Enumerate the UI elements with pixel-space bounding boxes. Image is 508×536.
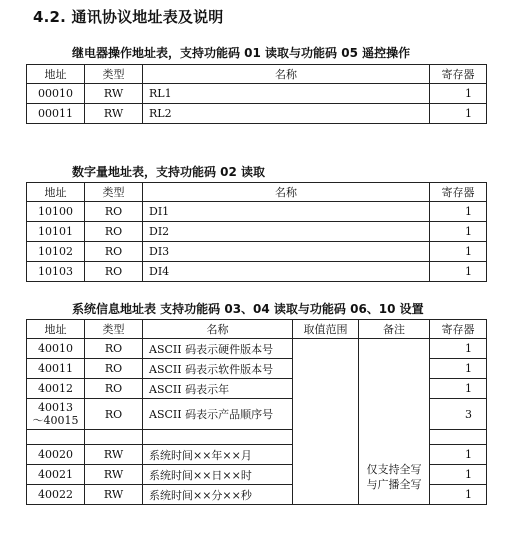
cell-address: 10102: [27, 242, 85, 262]
cell-note: [359, 339, 430, 505]
address-end: ～40015: [32, 414, 79, 427]
table2-caption: 数字量地址表，支持功能码 02 读取: [72, 165, 266, 179]
table-header-row: [27, 65, 487, 84]
cell-range-empty: [293, 339, 359, 505]
col-header-name: 名称: [143, 183, 430, 202]
table-row: [27, 84, 487, 104]
cell-name: DI3: [143, 242, 430, 262]
table-row: [27, 222, 487, 242]
cell-name: ASCII 码表示软件版本号: [143, 359, 293, 379]
col-header-name: 名称: [143, 65, 430, 84]
col-header-range: 取值范围: [293, 320, 359, 339]
note-line-1: 仅支持全写: [366, 463, 422, 476]
col-header-address: 地址: [27, 65, 85, 84]
cell-address: 00011: [27, 104, 85, 124]
table-row: [27, 202, 487, 222]
cell-empty: [27, 430, 85, 445]
cell-register: 1: [430, 262, 487, 282]
cell-type: RW: [85, 84, 143, 104]
cell-name: 系统时间××年××月: [143, 445, 293, 465]
cell-register: 1: [430, 465, 487, 485]
col-header-type: 类型: [85, 183, 143, 202]
cell-empty: [85, 430, 143, 445]
table-row: [27, 242, 487, 262]
cell-address: 10103: [27, 262, 85, 282]
cell-address: 40010: [27, 339, 85, 359]
relay-address-table: [26, 64, 487, 124]
cell-register: 1: [430, 339, 487, 359]
col-header-name: 名称: [143, 320, 293, 339]
cell-name: DI2: [143, 222, 430, 242]
cell-type: RW: [85, 104, 143, 124]
section-title: 4.2. 通讯协议地址表及说明: [33, 8, 224, 26]
cell-address: 40012: [27, 379, 85, 399]
table1-caption: 继电器操作地址表，支持功能码 01 读取与功能码 05 遥控操作: [72, 46, 411, 60]
cell-register: 1: [430, 104, 487, 124]
cell-register: 3: [430, 399, 487, 430]
col-header-note: 备注: [359, 320, 430, 339]
cell-type: RO: [85, 339, 143, 359]
table-row: [27, 339, 487, 359]
note-line-2: 与广播全写: [366, 478, 422, 491]
digital-address-table: [26, 182, 487, 282]
cell-type: RO: [85, 359, 143, 379]
cell-register: 1: [430, 379, 487, 399]
cell-name: DI1: [143, 202, 430, 222]
cell-name: ASCII 码表示硬件版本号: [143, 339, 293, 359]
cell-register: 1: [430, 242, 487, 262]
cell-type: RO: [85, 202, 143, 222]
cell-type: RO: [85, 222, 143, 242]
cell-address: 00010: [27, 84, 85, 104]
cell-type: RO: [85, 379, 143, 399]
col-header-register: 寄存器: [430, 183, 487, 202]
cell-empty: [143, 430, 293, 445]
system-info-address-table: [26, 319, 487, 505]
cell-type: RW: [85, 465, 143, 485]
cell-name: 系统时间××日××时: [143, 465, 293, 485]
col-header-type: 类型: [85, 65, 143, 84]
table3-caption: 系统信息地址表 支持功能码 03、04 读取与功能码 06、10 设置: [72, 302, 424, 316]
table-row: [27, 262, 487, 282]
cell-address: 40020: [27, 445, 85, 465]
cell-type: RW: [85, 445, 143, 465]
cell-name: DI4: [143, 262, 430, 282]
cell-name: ASCII 码表示产品顺序号: [143, 399, 293, 430]
table-header-row: [27, 183, 487, 202]
col-header-register: 寄存器: [430, 65, 487, 84]
cell-address: 10100: [27, 202, 85, 222]
cell-empty: [430, 430, 487, 445]
col-header-type: 类型: [85, 320, 143, 339]
col-header-address: 地址: [27, 183, 85, 202]
cell-register: 1: [430, 84, 487, 104]
cell-register: 1: [430, 485, 487, 505]
cell-address: 40022: [27, 485, 85, 505]
table-row: [27, 104, 487, 124]
cell-address: 40021: [27, 465, 85, 485]
cell-type: RO: [85, 399, 143, 430]
col-header-address: 地址: [27, 320, 85, 339]
address-start: 40013: [38, 401, 73, 414]
cell-address: 40011: [27, 359, 85, 379]
cell-register: 1: [430, 202, 487, 222]
cell-type: RW: [85, 485, 143, 505]
cell-name: ASCII 码表示年: [143, 379, 293, 399]
cell-type: RO: [85, 242, 143, 262]
cell-register: 1: [430, 222, 487, 242]
cell-register: 1: [430, 359, 487, 379]
cell-address: [27, 399, 85, 430]
cell-type: RO: [85, 262, 143, 282]
cell-name: 系统时间××分××秒: [143, 485, 293, 505]
cell-name: RL2: [143, 104, 430, 124]
cell-register: 1: [430, 445, 487, 465]
cell-name: RL1: [143, 84, 430, 104]
table-header-row: [27, 320, 487, 339]
cell-address: 10101: [27, 222, 85, 242]
col-header-register: 寄存器: [430, 320, 487, 339]
